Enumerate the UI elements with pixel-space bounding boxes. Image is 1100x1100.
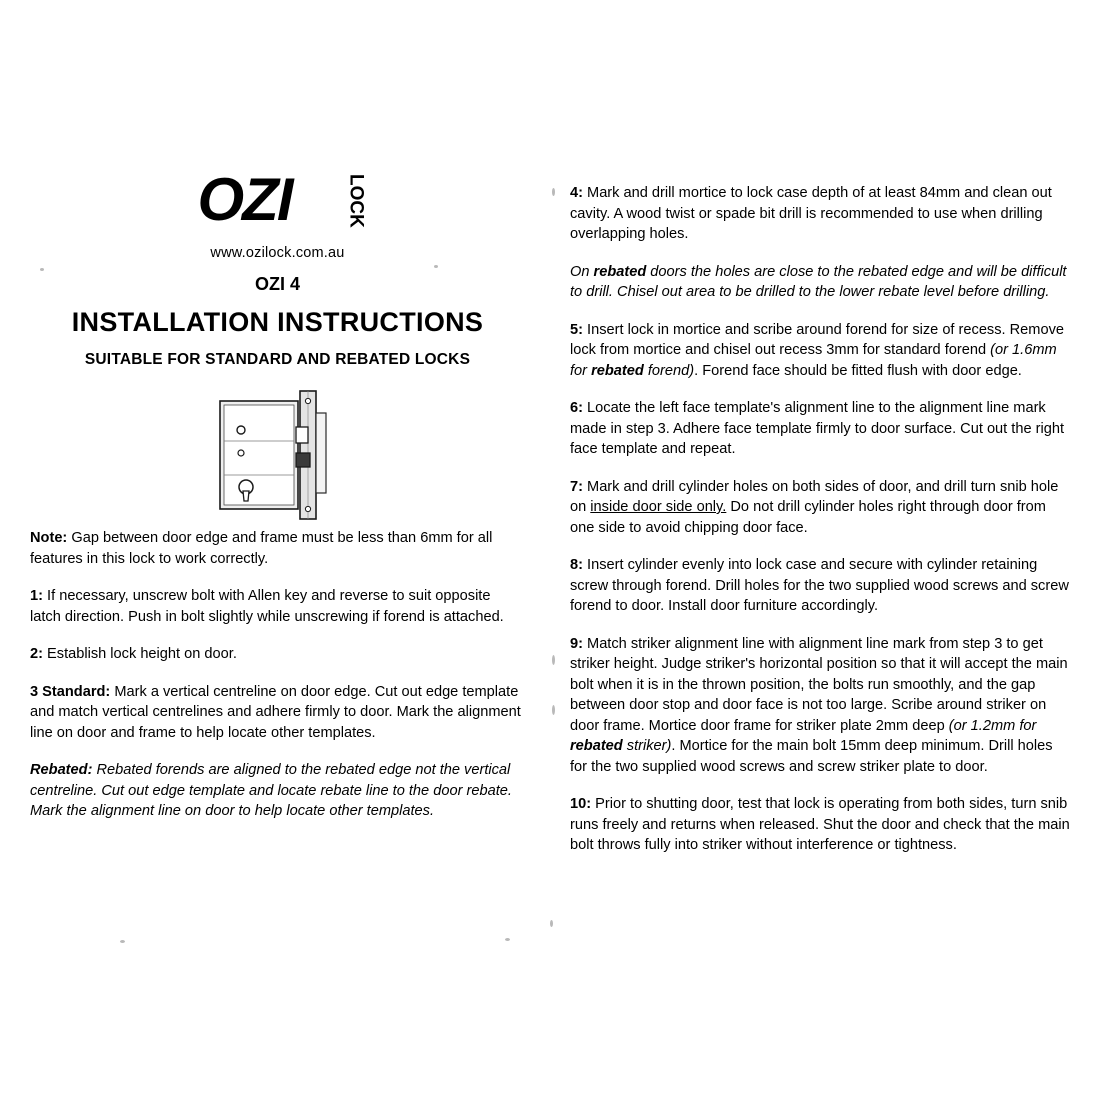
step-4-number: 4: — [570, 185, 583, 201]
step-2-number: 2: — [30, 646, 43, 662]
scan-speck — [552, 188, 555, 196]
ozi-lock-logo — [197, 166, 368, 233]
step-7-text-b: Do not drill cylinder holes right through door from one side to avoid chipping door face. — [570, 499, 1046, 536]
right-column — [570, 183, 1070, 870]
step-9-paren-close: striker) — [622, 738, 672, 754]
step-4-text: Mark and drill mortice to lock case depth of at least 84mm and clean out cavity. A wood twist or spade bit drill is recommended to use when drilling overlapping holes. — [570, 185, 1052, 242]
paragraph-step-2 — [30, 644, 525, 665]
step-6-number: 6: — [570, 400, 583, 416]
scan-speck — [550, 920, 553, 927]
page-title: INSTALLATION INSTRUCTIONS — [71, 307, 484, 337]
step-6-text: Locate the left face template's alignment line to the alignment line mark made in step 3. Adhere face template firmly to door surface. Cut out the right face template and repeat. — [570, 400, 1065, 457]
step-9-text-a: Match striker alignment line with alignment line mark from step 3 to get striker height. Judge striker's horizontal position so that it will accept the main bolt when it is in the thrown position, the bolts run smoothly, and the gap between door stop and door face is not too large. Scribe around striker on door frame. Mortice door frame for striker plate 2mm deep — [570, 635, 1068, 734]
step-3-rebated-text: Rebated forends are aligned to the rebated edge not the vertical centreline. Cut out edge template and locate rebate line to the door rebate. Mark the alignment line on door to help locate other templates. — [30, 762, 512, 819]
step-9-number: 9: — [570, 635, 583, 652]
step-5-number: 5: — [570, 321, 583, 338]
rebated-note-keyword: rebated — [593, 263, 647, 280]
step-7-text-a: Mark and drill cylinder holes on both sides of door, and drill turn snib hole on — [570, 478, 1059, 515]
paragraph-step-6 — [570, 398, 1070, 460]
note-label: Note: — [30, 530, 68, 546]
step-8-text: Insert cylinder evenly into lock case and secure with cylinder retaining screw through forend. Drill holes for the two supplied wood screws and screw forend to door. Install door furniture accordingly. — [570, 557, 1069, 614]
step-7-number: 7: — [570, 478, 583, 495]
paragraph-note — [30, 528, 525, 569]
step-1-number: 1: — [30, 588, 43, 604]
left-column — [30, 166, 525, 836]
step-5-paren-close: forend) — [643, 362, 695, 379]
step-5-paren-open: (or 1.6mm for — [570, 342, 1057, 379]
paragraph-step-7 — [570, 477, 1070, 539]
step-10-number: 10: — [570, 796, 592, 812]
paragraph-step-4-rebated-note — [570, 262, 1070, 303]
paragraph-step-9 — [570, 634, 1070, 778]
step-5-keyword: rebated — [591, 362, 644, 379]
paragraph-step-4 — [570, 183, 1070, 245]
logo-wordmark: OZI — [197, 166, 292, 233]
paragraph-step-8 — [570, 555, 1070, 617]
rebated-note-text: doors the holes are close to the rebated edge and will be difficult to drill. Chisel out area to be drilled to the lower rebate level before drilling. — [570, 263, 1067, 300]
logo-lock-text: LOCK — [345, 174, 367, 228]
step-2-text: Establish lock height on door. — [42, 646, 237, 662]
rebated-note-lead: On — [570, 263, 594, 280]
model-name: OZI 4 — [254, 274, 300, 294]
scan-speck — [552, 655, 555, 665]
scan-speck — [505, 938, 510, 941]
step-3-standard-label: 3 Standard: — [30, 683, 111, 700]
note-text: Gap between door edge and frame must be less than 6mm for all features in this lock to work correctly. — [30, 530, 493, 567]
paragraph-step-10 — [570, 794, 1070, 856]
step-3-rebated-label: Rebated: — [30, 762, 93, 778]
step-9-paren-open: (or 1.2mm for — [948, 717, 1037, 734]
brand-block — [30, 166, 525, 369]
step-9-text-b: . Mortice for the main bolt 15mm deep minimum. Drill holes for the two supplied wood screws and screw striker plate to door. — [570, 738, 1053, 775]
step-3-standard-text: Mark a vertical centreline on door edge. Cut out edge template and match vertical centrelines and adhere firmly to door. Mark the alignment line on door and frame to help locate other templates. — [30, 683, 521, 741]
paragraph-step-3-standard — [30, 682, 525, 744]
step-9-keyword: rebated — [570, 738, 623, 754]
step-10-text: Prior to shutting door, test that lock is operating from both sides, turn snib runs freely and returns when released. Shut the door and check that the main bolt throws fully into striker without interference or tightness. — [570, 796, 1070, 853]
scan-speck — [552, 705, 555, 715]
website-url: www.ozilock.com.au — [210, 245, 345, 261]
step-5-text-b: . Forend face should be fitted flush with door edge. — [694, 362, 1022, 379]
mortice-lock-diagram-icon — [208, 383, 348, 528]
scan-speck — [120, 940, 125, 943]
page-subtitle: SUITABLE FOR STANDARD AND REBATED LOCKS — [84, 351, 471, 368]
paragraph-step-3-rebated — [30, 760, 525, 822]
step-5-text-a: Insert lock in mortice and scribe around forend for size of recess. Remove lock from mortice and chisel out recess 3mm for standard forend — [570, 321, 1064, 358]
step-1-text: If necessary, unscrew bolt with Allen key and reverse to suit opposite latch direction. Push in bolt slightly while unscrewing if forend is attached. — [30, 588, 504, 625]
right-body-text — [570, 183, 1070, 856]
paragraph-step-5 — [570, 320, 1070, 382]
step-7-underlined: inside door side only. — [590, 499, 727, 515]
paragraph-step-1 — [30, 586, 525, 627]
left-body-text — [30, 528, 525, 822]
step-8-number: 8: — [570, 557, 583, 573]
diagram-wrap — [30, 383, 525, 528]
